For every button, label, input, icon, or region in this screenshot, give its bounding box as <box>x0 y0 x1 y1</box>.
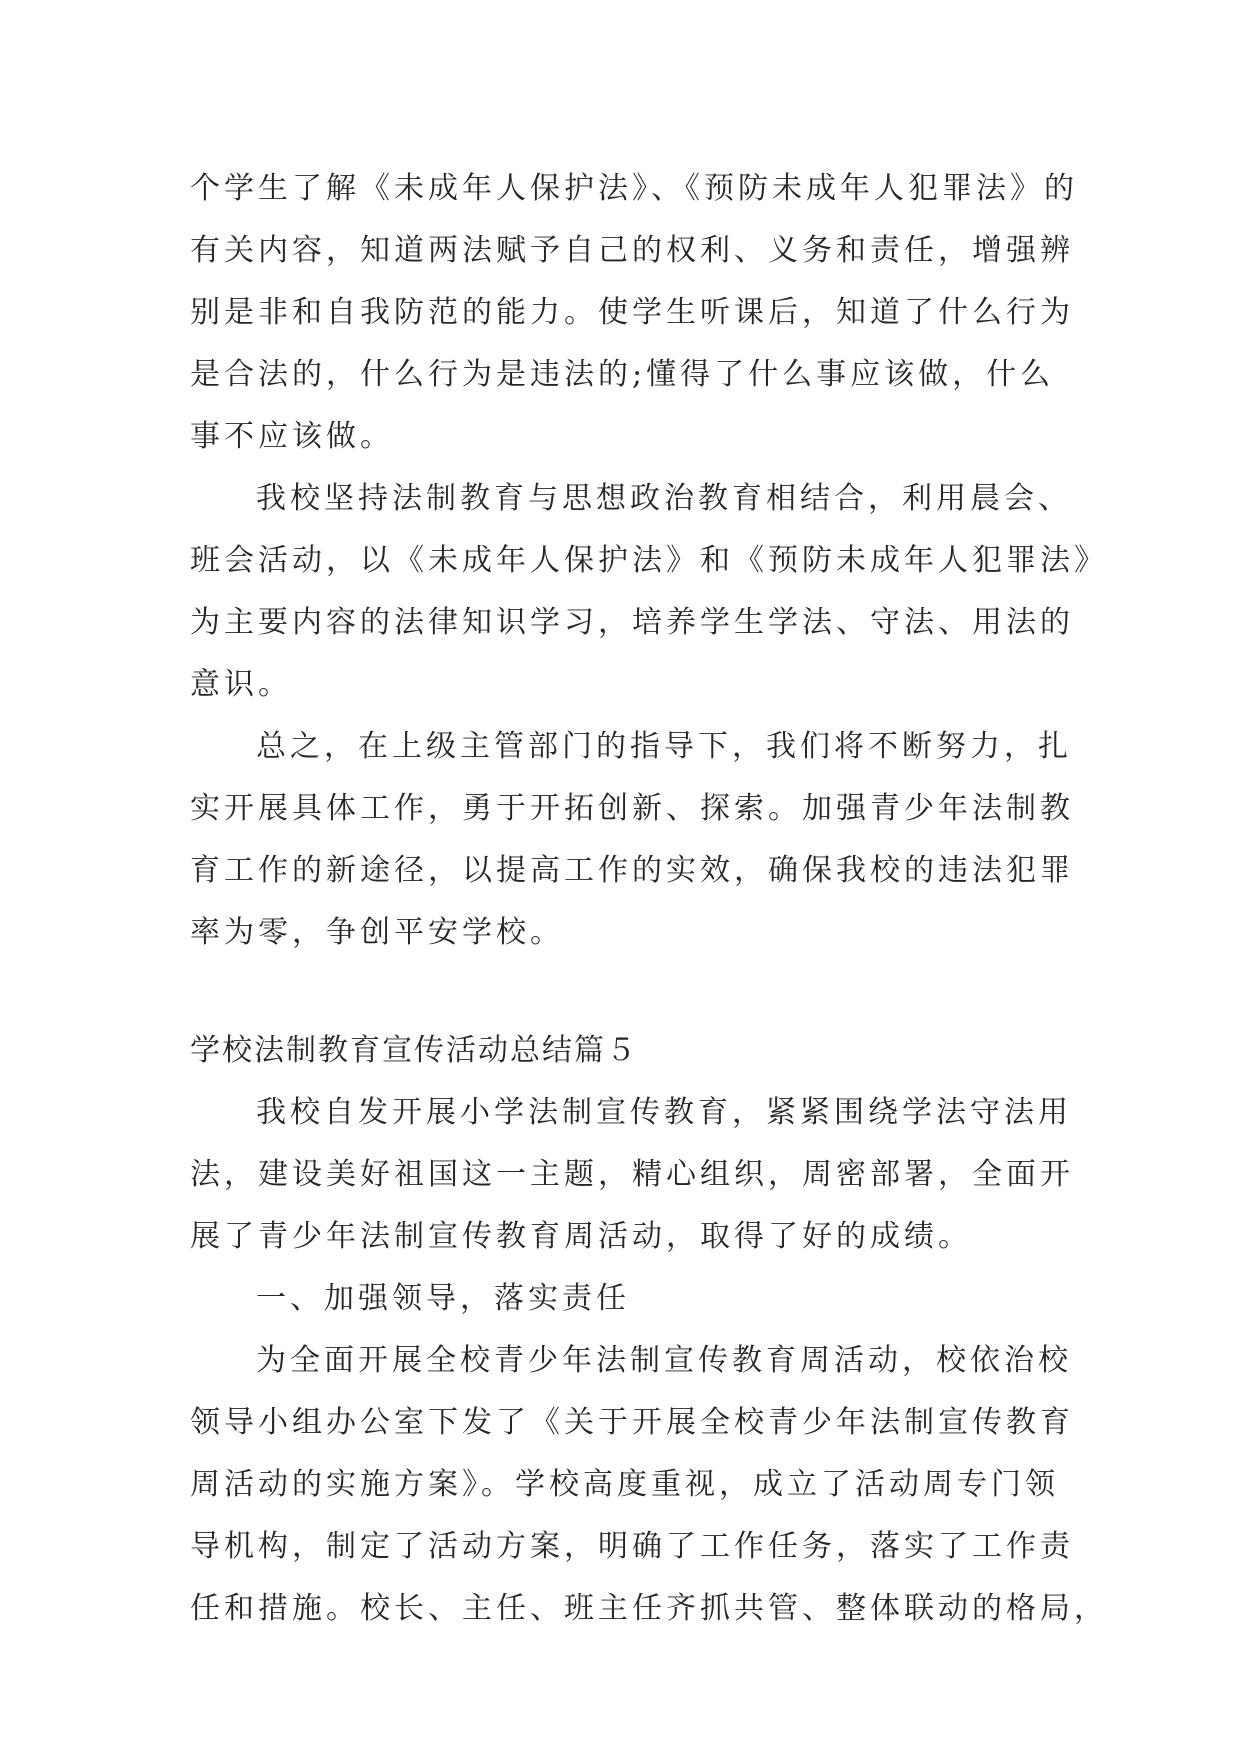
text-line: 是合法的，什么行为是违法的;懂得了什么事应该做，什么 <box>190 357 1055 392</box>
text-line: 班会活动，以《未成年人保护法》和《预防未成年人犯罪法》 <box>190 543 1108 578</box>
text-line: 实开展具体工作，勇于开拓创新、探索。加强青少年法制教 <box>190 791 1074 826</box>
text-line: 率为零，争创平安学校。 <box>190 915 564 950</box>
section-title: 学校法制教育宣传活动总结篇５ <box>190 1033 638 1068</box>
text-line: 育工作的新途径，以提高工作的实效，确保我校的违法犯罪 <box>190 853 1074 888</box>
text-line: 为全面开展全校青少年法制宣传教育周活动，校依治校 <box>256 1343 1072 1378</box>
text-line: 法，建设美好祖国这一主题，精心组织，周密部署，全面开 <box>190 1157 1074 1192</box>
paragraph <box>190 1330 1108 1640</box>
text-line: 领导小组办公室下发了《关于开展全校青少年法制宣传教育 <box>190 1405 1074 1440</box>
text-line: 有关内容，知道两法赋予自己的权利、义务和责任，增强辨 <box>190 233 1074 268</box>
text-line: 别是非和自我防范的能力。使学生听课后，知道了什么行为 <box>190 295 1074 330</box>
text-line: 事不应该做。 <box>190 419 394 454</box>
document-body <box>190 158 1108 1640</box>
text-line: 我校坚持法制教育与思想政治教育相结合，利用晨会、 <box>256 481 1072 516</box>
text-line: 总之，在上级主管部门的指导下，我们将不断努力，扎 <box>256 729 1072 764</box>
text-line: 意识。 <box>190 667 292 702</box>
subheading <box>190 1268 1050 1330</box>
text-line: 周活动的实施方案》。学校高度重视，成立了活动周专门领 <box>190 1467 1059 1502</box>
text-line: 一、加强领导，落实责任 <box>256 1281 630 1316</box>
paragraph <box>190 158 1078 468</box>
paragraph <box>190 1082 1074 1268</box>
section-gap <box>190 964 1050 1020</box>
text-line: 我校自发开展小学法制宣传教育，紧紧围绕学法守法用 <box>256 1095 1072 1130</box>
paragraph <box>190 468 1108 716</box>
text-line: 为主要内容的法律知识学习，培养学生学法、守法、用法的 <box>190 605 1074 640</box>
paragraph <box>190 716 1074 964</box>
text-line: 任和措施。校长、主任、班主任齐抓共管、整体联动的格局， <box>190 1591 1108 1626</box>
text-line: 导机构，制定了活动方案，明确了工作任务，落实了工作责 <box>190 1529 1074 1564</box>
text-line: 个学生了解《未成年人保护法》、《预防未成年人犯罪法》的 <box>190 171 1078 206</box>
text-line: 展了青少年法制宣传教育周活动，取得了好的成绩。 <box>190 1219 972 1254</box>
